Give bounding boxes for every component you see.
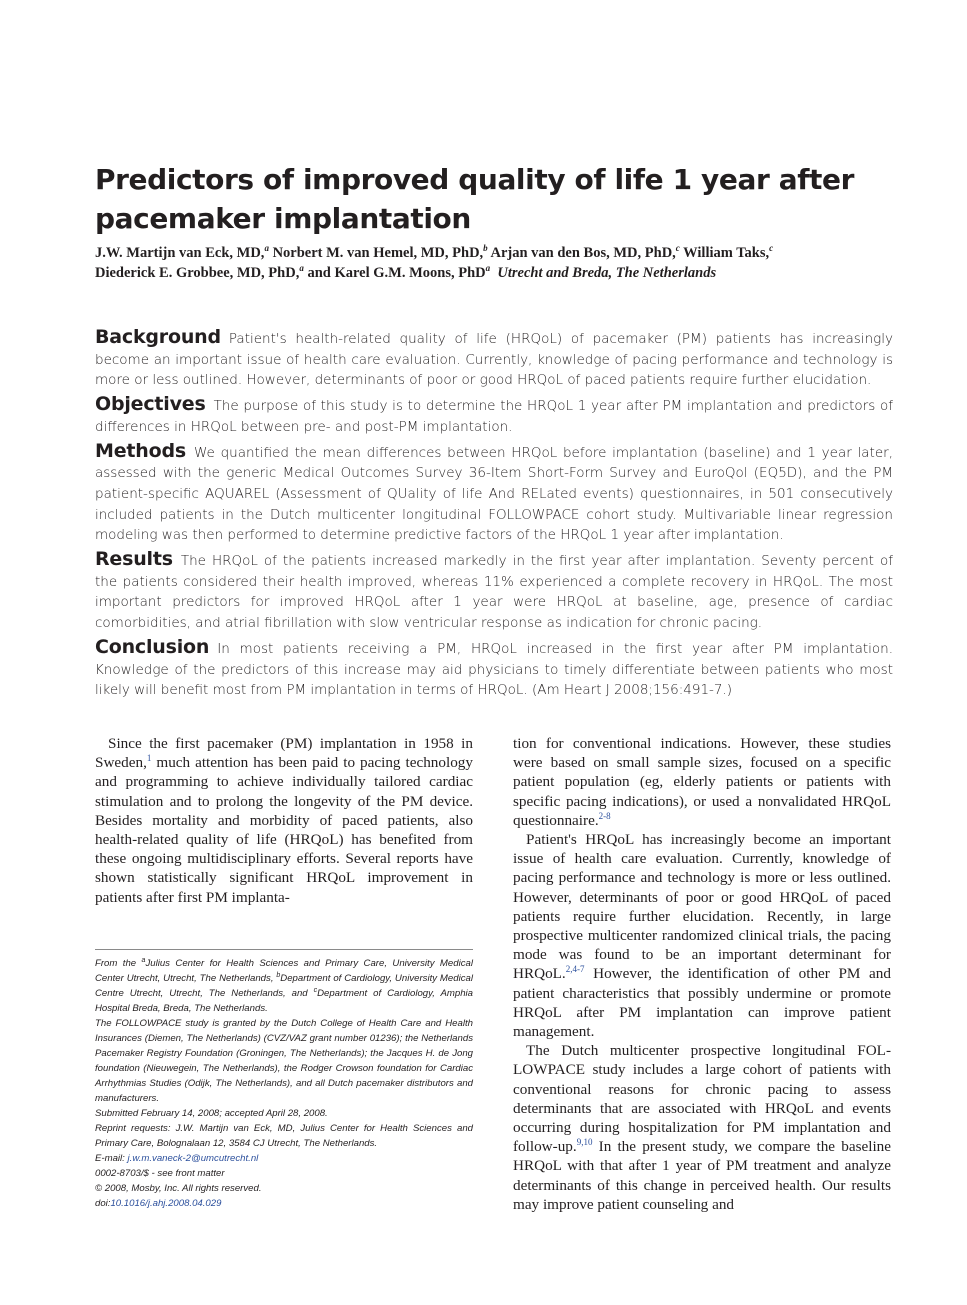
body-text: The Dutch multicenter prospective longitudinal FOL-LOWPACE study includes a large cohort of patients with conventional reasons for chronic pacing to assess determinants that are associated with HRQoL and events occurring during hospitalization for PM implantation and follow-up. — [513, 1042, 891, 1156]
affiliation-marker: c — [675, 243, 680, 254]
affiliation-marker: b — [483, 243, 488, 254]
abstract-text: The purpose of this study is to determine the HRQoL 1 year after PM implantation and predictors of differences in HRQoL between pre- and post-PM implantation. — [95, 398, 893, 435]
affiliation-marker: a — [485, 262, 491, 273]
affiliation-marker: a — [299, 262, 304, 273]
footnote-divider — [95, 949, 473, 950]
abstract-text: We quantified the mean differences between HRQoL before implantation (baseline) and 1 year later, assessed with the generic Medical Outcomes Survey 36-Item Short-Form Survey and EuroQol (EQ5D), and the PM patient-specific AQUAREL (Assessment of QUality of life And RELated events) questionnaires, in 501 consecutively included patients in the Dutch multicenter longitudinal FOLLOWPACE cohort study. Multivariable linear regression modeling was then performed to determine predictive factors of the HRQoL 1 year after implantation. — [95, 444, 893, 544]
section-heading: Objectives — [95, 393, 206, 416]
author-name: J.W. Martijn van Eck, MD, — [95, 245, 265, 261]
section-heading: Background — [95, 326, 221, 348]
abstract-conclusion — [95, 637, 893, 701]
body-paragraph — [513, 830, 891, 1041]
footnote-funding: The FOLLOWPACE study is granted by the Dutch College of Health Care and Health Insurances (Diemen, The Netherlands) (CVZ/VAZ grant number 01236); the Netherlands Pacemaker Registry Foundation (Groningen, The Netherlands); the Jacques H. de Jong foundation (Nieuwegein, The Netherlands), the Rodger Crowson foundation for Cardiac Arrhythmias Studies (Odijk, The Netherlands), and all Dutch pacemaker distributors and manufacturers. — [95, 1018, 473, 1104]
citation-link[interactable]: 2,4-7 — [565, 964, 585, 975]
body-text: However, the identification of other PM and patient characteristics that possibly undermine or promote HRQoL after PM implantation can improve patient management. — [513, 965, 891, 1041]
footnote-submitted: Submitted February 14, 2008; accepted April 28, 2008. — [95, 1108, 328, 1119]
author-name: Norbert M. van Hemel, MD, PhD, — [268, 245, 484, 261]
article-title: Predictors of improved quality of life 1 year after pacemaker implantation — [95, 163, 854, 235]
footnote-copyright: © 2008, Mosby, Inc. All rights reserved. — [95, 1183, 262, 1194]
footnotes — [95, 956, 473, 1211]
doi-link[interactable]: 10.1016/j.ahj.2008.04.029 — [110, 1198, 222, 1209]
citation-link[interactable]: 2-8 — [598, 810, 611, 821]
author-name: William Taks, — [679, 245, 770, 261]
abstract-methods — [95, 441, 893, 547]
section-heading: Methods — [95, 439, 186, 462]
abstract-objectives — [95, 394, 893, 437]
footnote-issn: 0002-8703/$ - see front matter — [95, 1168, 225, 1179]
body-paragraph — [513, 1041, 891, 1214]
abstract-text: The HRQoL of the patients increased markedly in the first year after implantation. Seventy percent of the patients considered their health improved, whereas 11% experienced a complete recovery in HRQoL. The most important predictors for improved HRQoL after 1 year were HRQoL at baseline, age, presence of cardiac comorbidities, and atrial fibrillation with slow ventricular response as indication for chronic pacing. — [95, 553, 893, 632]
footnote-email — [95, 1151, 473, 1166]
footnote-text: Department of Cardiology, Amphia Hospital Breda, Breda, The Netherlands. — [95, 988, 473, 1014]
citation-link[interactable]: 1 — [146, 753, 152, 764]
body-right-column — [513, 734, 891, 1214]
body-text: In the present study, we compare the baseline HRQoL with that after 1 year of PM treatment and analyze determinants of this change in perceived health. Our results may improve patient counseling and — [513, 1138, 891, 1213]
body-paragraph — [95, 734, 473, 907]
affiliation-marker: a — [264, 243, 269, 254]
abstract-text: Patient's health-related quality of life (HRQoL) of pacemaker (PM) patients has increasingly become an important issue of health care evaluation. Currently, knowledge of pacing performance and technology is more or less outlined. However, determinants of poor or good HRQoL of paced patients require further elucidation. — [95, 331, 893, 389]
footnote-text: From the — [95, 958, 142, 969]
footnote-affiliations — [95, 956, 473, 1016]
footnote-text: E-mail: — [95, 1153, 128, 1164]
abstract — [95, 327, 893, 704]
affiliation-marker: b — [276, 971, 281, 979]
author-list — [95, 244, 895, 283]
email-link[interactable]: j.w.m.vaneck-2@umcutrecht.nl — [127, 1153, 259, 1164]
author-name: Diederick E. Grobbee, MD, PhD, — [95, 264, 300, 281]
footnote-reprint: Reprint requests: J.W. Martijn van Eck, MD, Julius Center for Health Sciences and Primary Care, Bolognalaan 12, 3584 CJ Utrecht, The Netherlands. — [95, 1123, 473, 1149]
body-text: Patient's HRQoL has increasingly become an important issue of health care evaluation. Currently, knowledge of pacing performance and technology is more or less outlined. However, determinants of poor or good HRQoL of paced patients require further elucidation. Recently, in large prospective multicenter randomized clinical trials, the pacing mode was found to be an important determinant for HRQoL. — [513, 831, 891, 983]
body-paragraph — [513, 734, 891, 830]
body-text: Since the first pacemaker (PM) implantation in 1958 in Sweden, — [95, 735, 473, 772]
footnote-text: Department of Cardiology, University Medical Centre Utrecht, Utrecht, The Netherlands, and — [95, 973, 473, 999]
author-name: Arjan van den Bos, MD, PhD, — [487, 245, 676, 261]
footnote-doi — [95, 1196, 473, 1211]
section-heading: Results — [95, 548, 173, 571]
abstract-background — [95, 327, 893, 391]
footnote-text: Julius Center for Health Sciences and Primary Care, University Medical Center Utrecht, Utrecht, The Netherlands, — [95, 958, 473, 984]
author-affiliation: Utrecht and Breda, The Netherlands — [497, 264, 717, 281]
affiliation-marker: c — [769, 243, 774, 254]
citation-link[interactable]: 9,10 — [576, 1137, 593, 1148]
affiliation-marker: a — [141, 956, 146, 964]
body-text: much attention has been paid to pacing technology and programming to achieve individually tailored cardiac stimulation and to prolong the longevity of the PM device. Besides mortality and morbidity of paced patients, also health-related quality of life (HRQoL) has benefited from these ongoing multidisciplinary efforts. Several reports have shown statistically significant HRQoL improvement in patients after first PM implanta- — [95, 754, 473, 906]
footnote-text: doi: — [95, 1198, 111, 1209]
section-heading: Conclusion — [95, 635, 210, 658]
body-left-column — [95, 734, 473, 907]
body-text: tion for conventional indications. However, these studies were based on small sample sizes, focused on a specific patient population (eg, elderly patients or patients with specific pacing indications), or used a nonvalidated HRQoL questionnaire. — [513, 735, 891, 829]
abstract-results — [95, 549, 893, 634]
affiliation-marker: c — [313, 986, 318, 994]
author-name: and Karel G.M. Moons, PhD — [303, 264, 486, 281]
abstract-text: In most patients receiving a PM, HRQoL increased in the first year after PM implantation. Knowledge of the predictors of this increase may aid physicians to timely differentiate between patients who most likely will benefit most from PM implantation in terms of HRQoL. (Am Heart J 2008;156:491-7.) — [95, 640, 893, 699]
